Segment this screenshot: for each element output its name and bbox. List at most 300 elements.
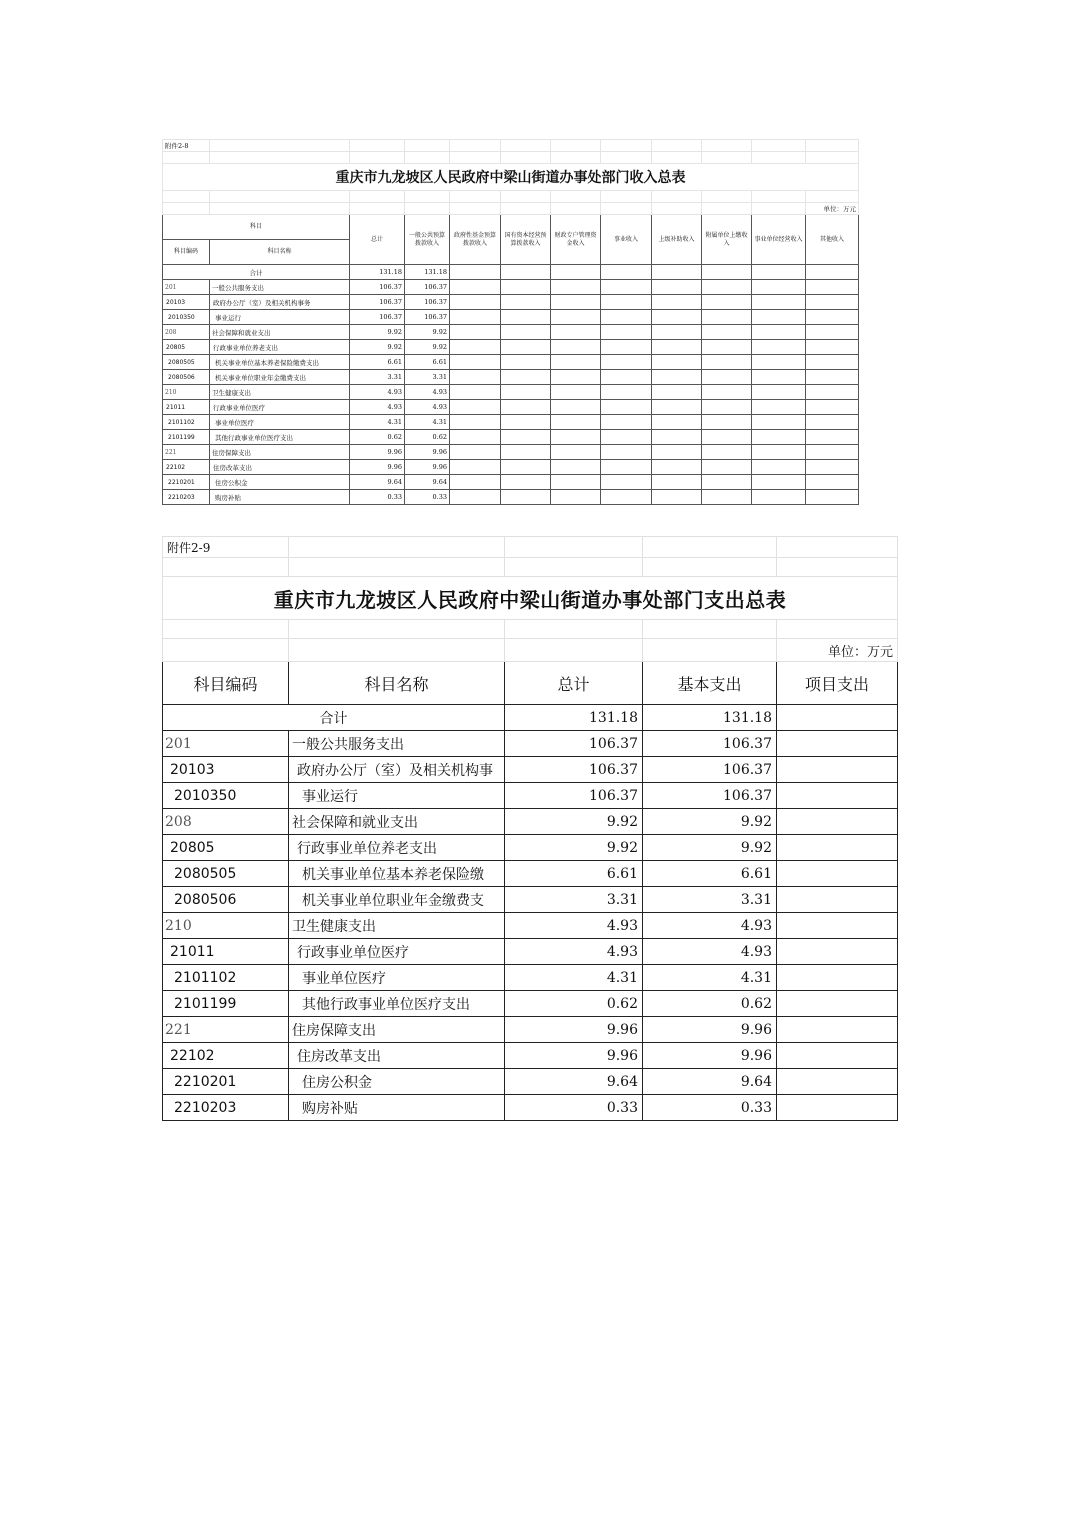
empty-cell [702, 280, 752, 295]
row-basic: 9.96 [643, 1043, 777, 1069]
row-name: 政府办公厅（室）及相关机构事务 [210, 295, 350, 310]
row-name: 行政事业单位医疗 [210, 400, 350, 415]
row-general-budget: 4.93 [405, 385, 450, 400]
empty-cell [601, 445, 652, 460]
empty-cell [501, 400, 551, 415]
row-name: 住房保障支出 [210, 445, 350, 460]
table-row [163, 370, 859, 385]
empty-cell [652, 355, 702, 370]
empty-cell [806, 340, 859, 355]
row-code: 20103 [163, 757, 289, 783]
table-row [163, 913, 898, 939]
row-name: 事业单位医疗 [210, 415, 350, 430]
empty-cell [652, 325, 702, 340]
empty-cell [601, 325, 652, 340]
empty-cell [450, 325, 501, 340]
header-affiliated-income: 附属单位上缴收入 [702, 215, 752, 265]
row-project [777, 757, 898, 783]
income-table-title: 重庆市九龙坡区人民政府中梁山街道办事处部门收入总表 [163, 164, 859, 191]
header-total: 总计 [505, 662, 643, 705]
empty-cell [652, 385, 702, 400]
empty-cell [501, 490, 551, 505]
row-general-budget: 9.96 [405, 445, 450, 460]
row-total: 4.93 [505, 913, 643, 939]
empty-cell [450, 295, 501, 310]
table-row [163, 460, 859, 475]
empty-cell [752, 445, 806, 460]
header-state-capital: 国有资本经营预算拨款收入 [501, 215, 551, 265]
empty-cell [551, 445, 601, 460]
row-total: 106.37 [350, 295, 405, 310]
empty-cell [450, 400, 501, 415]
empty-cell [752, 430, 806, 445]
table-row [163, 887, 898, 913]
row-project [777, 809, 898, 835]
row-code: 2210203 [163, 490, 210, 505]
table-row [163, 400, 859, 415]
empty-cell [450, 310, 501, 325]
income-table-region [0, 0, 1074, 516]
row-code: 2101102 [163, 965, 289, 991]
table-row [163, 835, 898, 861]
row-total: 6.61 [350, 355, 405, 370]
empty-cell [551, 295, 601, 310]
empty-cell [501, 355, 551, 370]
row-name: 住房改革支出 [289, 1043, 505, 1069]
row-basic: 9.64 [643, 1069, 777, 1095]
row-name: 社会保障和就业支出 [210, 325, 350, 340]
row-project [777, 731, 898, 757]
empty-cell [702, 385, 752, 400]
empty-cell [806, 280, 859, 295]
empty-cell [752, 490, 806, 505]
empty-cell [752, 340, 806, 355]
unit-label: 单位：万元 [806, 203, 859, 215]
row-general-budget: 3.31 [405, 370, 450, 385]
empty-cell [702, 490, 752, 505]
row-total: 106.37 [350, 310, 405, 325]
empty-cell [702, 445, 752, 460]
header-project: 项目支出 [777, 662, 898, 705]
row-general-budget: 4.93 [405, 400, 450, 415]
row-project [777, 965, 898, 991]
header-gov-fund: 政府性基金预算拨款收入 [450, 215, 501, 265]
table-row [163, 861, 898, 887]
empty-cell [702, 415, 752, 430]
header-subsidy-income: 上级补助收入 [652, 215, 702, 265]
row-name: 住房公积金 [210, 475, 350, 490]
table-row [163, 965, 898, 991]
empty-cell [806, 490, 859, 505]
row-name: 社会保障和就业支出 [289, 809, 505, 835]
row-general-budget: 0.33 [405, 490, 450, 505]
row-code: 21011 [163, 939, 289, 965]
empty-cell [752, 325, 806, 340]
row-code: 2210203 [163, 1095, 289, 1121]
row-project [777, 835, 898, 861]
empty-cell [501, 310, 551, 325]
empty-cell [806, 415, 859, 430]
empty-cell [601, 355, 652, 370]
table-row [163, 1069, 898, 1095]
empty-cell [450, 475, 501, 490]
empty-cell [551, 355, 601, 370]
empty-cell [752, 385, 806, 400]
empty-cell [806, 325, 859, 340]
empty-cell [601, 385, 652, 400]
row-basic: 4.93 [643, 913, 777, 939]
header-total: 总计 [350, 215, 405, 265]
empty-cell [551, 385, 601, 400]
total-basic: 131.18 [643, 705, 777, 731]
empty-cell [501, 370, 551, 385]
empty-cell [702, 475, 752, 490]
empty-cell [702, 295, 752, 310]
empty-cell [450, 445, 501, 460]
header-basic: 基本支出 [643, 662, 777, 705]
empty-cell [702, 310, 752, 325]
row-total: 9.64 [505, 1069, 643, 1095]
income-summary-table [162, 139, 859, 505]
row-basic: 4.31 [643, 965, 777, 991]
empty-cell [652, 475, 702, 490]
empty-cell [702, 325, 752, 340]
row-total: 4.31 [350, 415, 405, 430]
row-total: 9.92 [350, 340, 405, 355]
row-general-budget: 4.31 [405, 415, 450, 430]
row-project [777, 1043, 898, 1069]
empty-cell [601, 295, 652, 310]
table-row [163, 731, 898, 757]
row-total: 3.31 [505, 887, 643, 913]
empty-cell [450, 280, 501, 295]
empty-cell [601, 430, 652, 445]
table-row [163, 1017, 898, 1043]
row-code: 2010350 [163, 310, 210, 325]
row-general-budget: 0.62 [405, 430, 450, 445]
empty-cell [652, 310, 702, 325]
row-project [777, 913, 898, 939]
row-code: 208 [163, 809, 289, 835]
row-project [777, 887, 898, 913]
header-name: 科目名称 [210, 240, 350, 265]
empty-cell [501, 430, 551, 445]
row-name: 政府办公厅（室）及相关机构事 [289, 757, 505, 783]
row-name: 其他行政事业单位医疗支出 [289, 991, 505, 1017]
row-basic: 9.92 [643, 809, 777, 835]
table-row [163, 280, 859, 295]
row-general-budget: 6.61 [405, 355, 450, 370]
attachment-label: 附件2-9 [163, 537, 289, 558]
empty-cell [551, 325, 601, 340]
row-total: 9.64 [350, 475, 405, 490]
row-total: 9.92 [350, 325, 405, 340]
row-total: 6.61 [505, 861, 643, 887]
empty-cell [652, 370, 702, 385]
empty-cell [601, 460, 652, 475]
empty-cell [501, 445, 551, 460]
row-basic: 106.37 [643, 783, 777, 809]
row-code: 2101102 [163, 415, 210, 430]
empty-cell [752, 370, 806, 385]
row-total: 9.96 [350, 445, 405, 460]
row-total: 9.96 [505, 1043, 643, 1069]
row-total: 106.37 [505, 757, 643, 783]
empty-cell [450, 340, 501, 355]
empty-cell [551, 340, 601, 355]
row-total: 4.93 [505, 939, 643, 965]
row-name: 卫生健康支出 [289, 913, 505, 939]
row-basic: 3.31 [643, 887, 777, 913]
row-code: 210 [163, 913, 289, 939]
header-name: 科目名称 [289, 662, 505, 705]
empty-cell [806, 370, 859, 385]
total-project [777, 705, 898, 731]
row-code: 2080506 [163, 370, 210, 385]
empty-cell [702, 355, 752, 370]
empty-cell [450, 355, 501, 370]
row-name: 行政事业单位医疗 [289, 939, 505, 965]
table-row [163, 340, 859, 355]
row-name: 购房补贴 [210, 490, 350, 505]
row-basic: 106.37 [643, 757, 777, 783]
row-code: 20805 [163, 340, 210, 355]
empty-cell [450, 430, 501, 445]
empty-cell [551, 415, 601, 430]
row-total: 3.31 [350, 370, 405, 385]
header-other-income: 其他收入 [806, 215, 859, 265]
empty-cell [806, 385, 859, 400]
row-total: 0.62 [350, 430, 405, 445]
empty-cell [450, 460, 501, 475]
row-code: 20805 [163, 835, 289, 861]
row-general-budget: 9.92 [405, 325, 450, 340]
row-name: 住房保障支出 [289, 1017, 505, 1043]
table-row [163, 490, 859, 505]
row-general-budget: 9.64 [405, 475, 450, 490]
empty-cell [551, 280, 601, 295]
row-total: 0.33 [505, 1095, 643, 1121]
empty-cell [450, 415, 501, 430]
empty-cell [752, 400, 806, 415]
table-row [163, 1095, 898, 1121]
row-code: 2210201 [163, 1069, 289, 1095]
empty-cell [501, 340, 551, 355]
row-basic: 106.37 [643, 731, 777, 757]
empty-cell [551, 370, 601, 385]
header-business-income: 事业收入 [601, 215, 652, 265]
empty-cell [652, 280, 702, 295]
row-code: 2101199 [163, 991, 289, 1017]
table-row [163, 325, 859, 340]
empty-cell [450, 385, 501, 400]
empty-cell [652, 340, 702, 355]
row-total: 106.37 [505, 731, 643, 757]
total-row [163, 705, 898, 731]
header-code: 科目编码 [163, 240, 210, 265]
row-general-budget: 9.96 [405, 460, 450, 475]
row-total: 4.93 [350, 400, 405, 415]
empty-cell [501, 295, 551, 310]
row-name: 一般公共服务支出 [289, 731, 505, 757]
empty-cell [501, 280, 551, 295]
row-code: 21011 [163, 400, 210, 415]
row-code: 210 [163, 385, 210, 400]
row-name: 住房改革支出 [210, 460, 350, 475]
row-project [777, 1017, 898, 1043]
row-basic: 0.33 [643, 1095, 777, 1121]
empty-cell [601, 370, 652, 385]
row-name: 机关事业单位基本养老保险缴 [289, 861, 505, 887]
empty-cell [652, 415, 702, 430]
total-value: 131.18 [505, 705, 643, 731]
row-name: 卫生健康支出 [210, 385, 350, 400]
row-total: 0.33 [350, 490, 405, 505]
row-total: 9.92 [505, 835, 643, 861]
empty-cell [551, 430, 601, 445]
row-code: 20103 [163, 295, 210, 310]
total-label: 合计 [163, 705, 505, 731]
row-project [777, 783, 898, 809]
empty-cell [501, 475, 551, 490]
empty-cell [752, 415, 806, 430]
empty-cell [501, 325, 551, 340]
empty-cell [806, 295, 859, 310]
row-total: 106.37 [350, 280, 405, 295]
empty-cell [702, 430, 752, 445]
row-code: 22102 [163, 460, 210, 475]
header-subject: 科目 [163, 215, 350, 240]
empty-cell [806, 355, 859, 370]
table-row [163, 809, 898, 835]
row-name: 行政事业单位养老支出 [289, 835, 505, 861]
row-basic: 9.96 [643, 1017, 777, 1043]
row-code: 2080506 [163, 887, 289, 913]
row-name: 住房公积金 [289, 1069, 505, 1095]
row-code: 2210201 [163, 475, 210, 490]
expense-summary-table [162, 536, 898, 1121]
row-name: 事业运行 [289, 783, 505, 809]
attachment-label: 附件2-8 [163, 140, 210, 152]
header-operating-income: 事业单位经营收入 [752, 215, 806, 265]
empty-cell [601, 400, 652, 415]
table-row [163, 475, 859, 490]
row-basic: 4.93 [643, 939, 777, 965]
row-code: 2080505 [163, 355, 210, 370]
total-row [163, 265, 859, 280]
empty-cell [702, 340, 752, 355]
empty-cell [601, 340, 652, 355]
row-name: 购房补贴 [289, 1095, 505, 1121]
row-name: 机关事业单位职业年金缴费支 [289, 887, 505, 913]
empty-cell [806, 430, 859, 445]
table-row [163, 355, 859, 370]
row-code: 221 [163, 445, 210, 460]
empty-cell [601, 310, 652, 325]
empty-cell [652, 295, 702, 310]
header-special-account: 财政专户管理资金收入 [551, 215, 601, 265]
total-value: 131.18 [350, 265, 405, 280]
empty-cell [551, 475, 601, 490]
empty-cell [752, 460, 806, 475]
empty-cell [450, 370, 501, 385]
empty-cell [501, 385, 551, 400]
empty-cell [551, 400, 601, 415]
row-basic: 6.61 [643, 861, 777, 887]
empty-cell [501, 415, 551, 430]
row-code: 2080505 [163, 861, 289, 887]
table-row [163, 385, 859, 400]
empty-cell [551, 490, 601, 505]
row-total: 4.93 [350, 385, 405, 400]
row-basic: 9.92 [643, 835, 777, 861]
unit-label: 单位：万元 [777, 639, 898, 662]
empty-cell [501, 460, 551, 475]
empty-cell [806, 400, 859, 415]
row-project [777, 1095, 898, 1121]
row-project [777, 1069, 898, 1095]
header-general-budget: 一般公共预算拨款收入 [405, 215, 450, 265]
empty-cell [806, 475, 859, 490]
row-basic: 0.62 [643, 991, 777, 1017]
table-row [163, 939, 898, 965]
table-row [163, 757, 898, 783]
table-row [163, 991, 898, 1017]
empty-cell [702, 400, 752, 415]
table-row [163, 783, 898, 809]
row-code: 208 [163, 325, 210, 340]
row-code: 201 [163, 280, 210, 295]
row-general-budget: 106.37 [405, 280, 450, 295]
row-name: 行政事业单位养老支出 [210, 340, 350, 355]
row-name: 一般公共服务支出 [210, 280, 350, 295]
table-row [163, 1043, 898, 1069]
row-name: 其他行政事业单位医疗支出 [210, 430, 350, 445]
header-code: 科目编码 [163, 662, 289, 705]
row-name: 事业单位医疗 [289, 965, 505, 991]
empty-cell [652, 400, 702, 415]
empty-cell [551, 460, 601, 475]
table-row [163, 310, 859, 325]
empty-cell [601, 415, 652, 430]
empty-cell [551, 310, 601, 325]
empty-cell [752, 475, 806, 490]
empty-cell [806, 460, 859, 475]
empty-cell [752, 355, 806, 370]
row-code: 22102 [163, 1043, 289, 1069]
row-total: 0.62 [505, 991, 643, 1017]
empty-cell [702, 460, 752, 475]
row-total: 106.37 [505, 783, 643, 809]
empty-cell [652, 445, 702, 460]
row-general-budget: 9.92 [405, 340, 450, 355]
row-total: 9.96 [350, 460, 405, 475]
table-row [163, 415, 859, 430]
empty-cell [652, 490, 702, 505]
empty-cell [652, 460, 702, 475]
empty-cell [806, 445, 859, 460]
empty-cell [652, 430, 702, 445]
total-general-budget: 131.18 [405, 265, 450, 280]
row-general-budget: 106.37 [405, 310, 450, 325]
total-label: 合计 [163, 265, 350, 280]
row-general-budget: 106.37 [405, 295, 450, 310]
row-project [777, 939, 898, 965]
row-project [777, 861, 898, 887]
row-code: 201 [163, 731, 289, 757]
empty-cell [601, 490, 652, 505]
row-name: 事业运行 [210, 310, 350, 325]
